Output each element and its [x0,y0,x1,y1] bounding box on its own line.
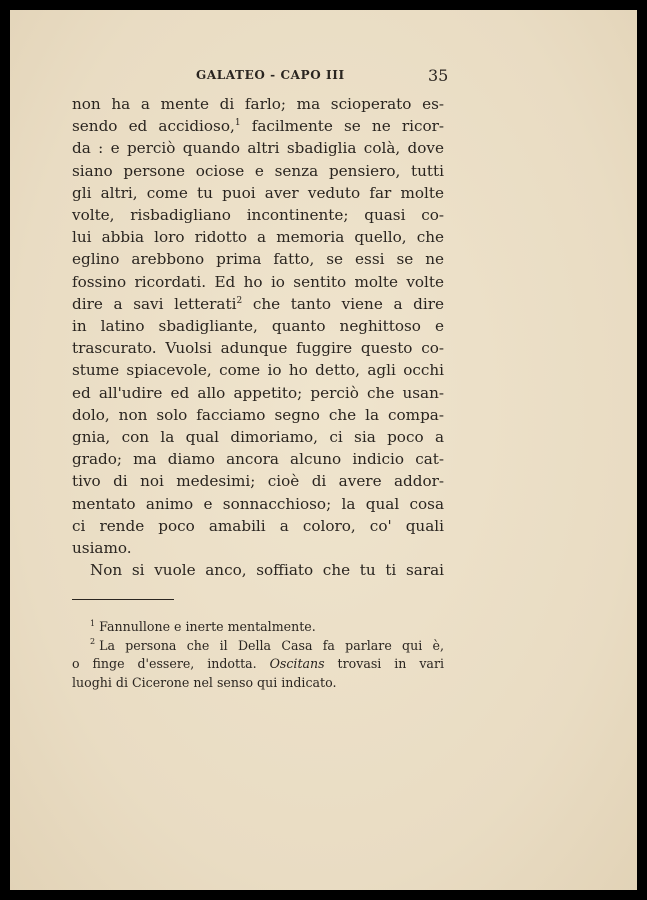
paragraph-start-line: Non si vuole anco, soffiato che tu ti sarai [90,561,444,580]
footnote-2: $^2$ La persona che il Della Casa fa parlare qui è, [90,637,444,653]
text-line: sendo ed accidioso,$^1$ facilmente se ne ricor- [72,117,444,136]
text-line: dolo, non solo facciamo segno che la compa- [72,405,444,424]
text-line: trascurato. Vuolsi adunque fuggire questo co- [72,339,444,358]
text-line: da : e perciò quando altri sbadiglia colà, dove [72,139,444,158]
footnote-2-cont: o finge d'essere, indotta. Oscitans trovasi in vari [72,656,444,671]
footnote-ref: 1 [234,118,241,129]
footnote-1: $^1$ Fannullone e inerte mentalmente. [90,618,316,634]
footnote-divider [72,599,174,600]
text-line: gnia, con la qual dimoriamo, ci sia poco a [72,428,444,447]
footnotes [72,618,444,692]
text-line: siano persone ociose e senza pensiero, tutti [72,161,444,180]
page-number: 35 [428,66,449,85]
text-line: dire a savi letterati$^2$ che tanto viene a dire [72,294,444,313]
latin-term: Oscitans [269,656,325,671]
footnote-mark: 1 [90,618,96,628]
text-line: lui abbia loro ridotto a memoria quello, che [72,228,444,247]
book-page [10,10,637,890]
footnote-mark: 2 [90,637,96,647]
text-line: mentato animo e sonnacchioso; la qual cosa [72,494,444,513]
text-line: volte, risbadigliano incontinente; quasi co- [72,206,444,225]
text-line: ed all'udire ed allo appetito; perciò che usan- [72,383,444,402]
text-line: non ha a mente di farlo; ma scioperato es- [72,95,444,113]
running-title: GALATEO - CAPO III [196,68,345,82]
text-line: fossino ricordati. Ed ho io sentito molte volte [72,272,444,291]
footnote-2-cont: luoghi di Cicerone nel senso qui indicato. [72,674,337,690]
text-line: in latino sbadigliante, quanto neghittoso e [72,317,444,336]
text-line: ci rende poco amabili a coloro, co' quali [72,516,444,535]
text-line: stume spiacevole, come io ho detto, agli occhi [72,361,444,380]
text-line: grado; ma diamo ancora alcuno indicio cat- [72,450,444,469]
text-line: gli altri, come tu puoi aver veduto far molte [72,183,444,202]
text-line: eglino arebbono prima fatto, se essi se ne [72,250,444,269]
footnote-ref: 2 [236,295,243,306]
main-text [72,93,444,581]
text-line: usiamo. [72,539,132,558]
text-line: tivo di noi medesimi; cioè di avere addor- [72,472,444,491]
